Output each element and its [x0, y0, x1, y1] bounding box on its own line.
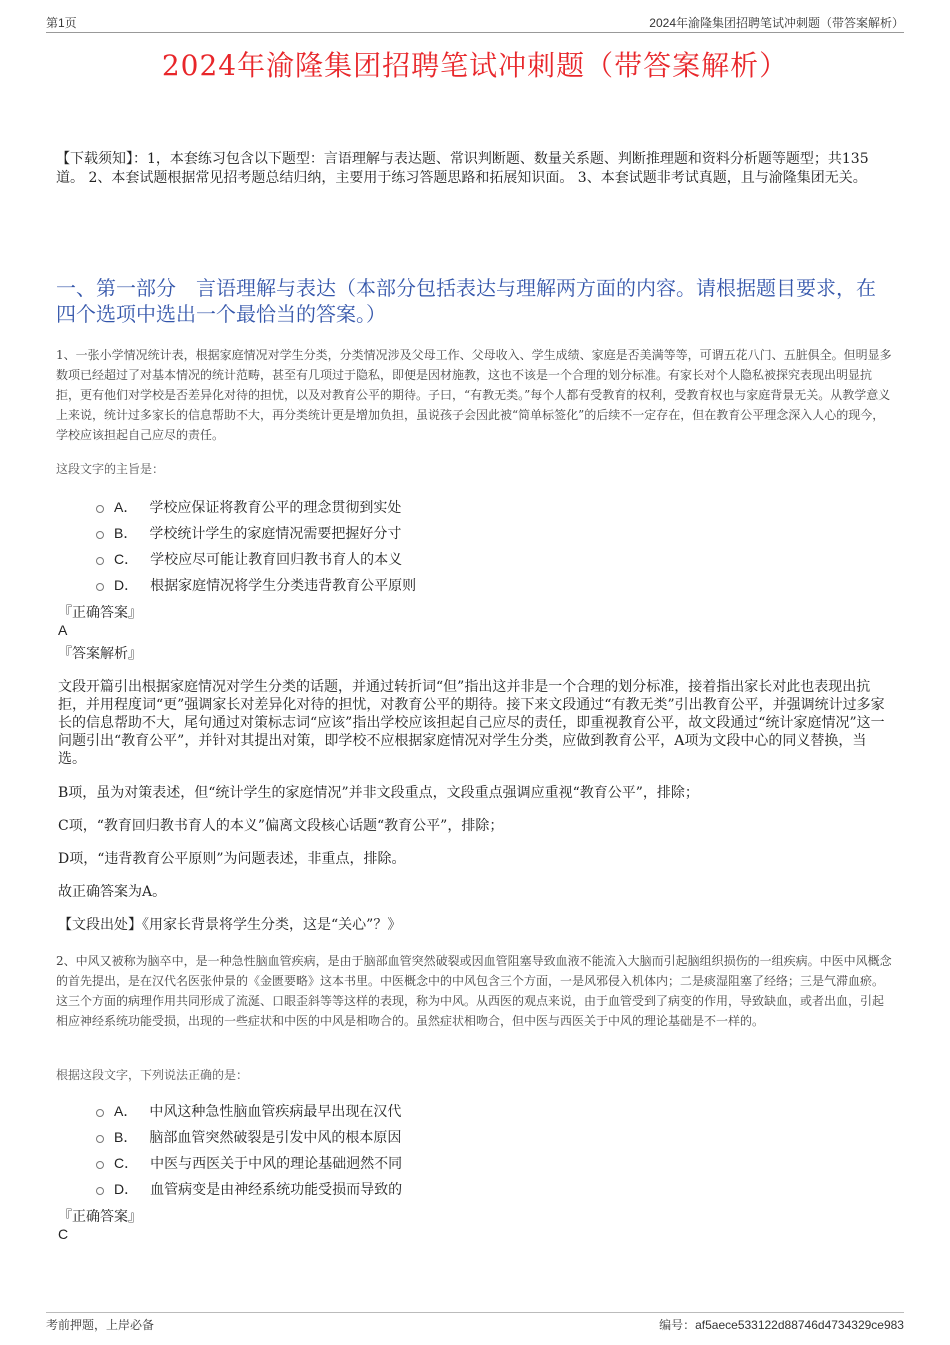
source-note: 【文段出处】《用家长背景将学生分类，这是“关心”？》 [58, 917, 402, 933]
radio-icon[interactable] [96, 505, 104, 513]
analysis-paragraph: D项，“违背教育公平原则”为问题表述，非重点，排除。 [58, 851, 406, 867]
answer-value: A [58, 622, 68, 638]
option-d[interactable]: D． 血管病变是由神经系统功能受损而导致的 [96, 1176, 402, 1202]
section-title: 一、第一部分 言语理解与表达（本部分包括表达与理解两方面的内容。请根据题目要求，在四个选项中选出一个最恰当的答案。） [56, 276, 876, 326]
question-1-options [96, 494, 416, 598]
page-header [46, 14, 904, 33]
answer-label: 『正确答案』 [58, 1209, 142, 1225]
analysis-paragraph: C项，“教育回归教书育人的本义”偏离文段核心话题“教育公平”，排除； [58, 818, 504, 834]
page-title: 2024年渝隆集团招聘笔试冲刺题（带答案解析） [161, 49, 789, 82]
analysis-paragraph: 文段开篇引出根据家庭情况对学生分类的话题，并通过转折词“但”指出这并非是一个合理的划分标准，接着指出家长对此也表现出抗拒，并用程度词“更”强调家长对差异化对待的担忧，对教育公平的期待。接下来文段通过“有教无类”引出教育公平，并强调统计过多家长的信息帮助不大，尾句通过对策标志词“应该”指出学校应该担起自己应尽的责任，即重视教育公平，故文段通过“统计家庭情况”这一问题引出“教育公平”，并针对其提出对策，即学校不应根据家庭情况对学生分类，应做到教育公平，A项为文段中心的同义替换，当选。 [58, 679, 885, 767]
option-a[interactable]: A． 学校应保证将教育公平的理念贯彻到实处 [96, 494, 416, 520]
option-b[interactable]: B． 学校统计学生的家庭情况需要把握好分寸 [96, 520, 416, 546]
question-1-text: 1、一张小学情况统计表，根据家庭情况对学生分类，分类情况涉及父母工作、父母收入、学生成绩、家庭是否美满等等，可谓五花八门、五脏俱全。但明显多数项已经超过了对基本情况的统计范畴，甚至有几项过于隐私，即便是因材施教，这也不该是一个合理的划分标准。有家长对个人隐私被探究表现出明显抗拒，更有他们对学校是否差异化对待的担忧，以及对教育公平的期待。子曰，“有教无类。”每个人都有受教育的权利，受教育权也与家庭背景无关。从教学意义上来说，统计过多家长的信息帮助不大，再分类统计更是增加负担，虽说孩子会因此被“简单标签化”的后续不一定存在，但在教育公平理念深入人心的现今，学校应该担起自己应尽的责任。 [56, 348, 892, 442]
answer-value: C [58, 1226, 69, 1242]
option-b[interactable]: B． 脑部血管突然破裂是引发中风的根本原因 [96, 1124, 402, 1150]
question-1-prompt: 这段文字的主旨是： [56, 462, 165, 476]
footer-slogan: 考前押题，上岸必备 [46, 1318, 155, 1332]
radio-icon[interactable] [96, 1135, 104, 1143]
option-d[interactable]: D． 根据家庭情况将学生分类违背教育公平原则 [96, 572, 416, 598]
radio-icon[interactable] [96, 1161, 104, 1169]
radio-icon[interactable] [96, 557, 104, 565]
analysis-paragraph: 故正确答案为A。 [58, 884, 167, 900]
answer-label: 『正确答案』 [58, 605, 142, 621]
option-c[interactable]: C． 中医与西医关于中风的理论基础迥然不同 [96, 1150, 402, 1176]
page-number: 第1页 [46, 16, 77, 30]
radio-icon[interactable] [96, 1109, 104, 1117]
option-c[interactable]: C． 学校应尽可能让教育回归教书育人的本义 [96, 546, 416, 572]
option-a[interactable]: A． 中风这种急性脑血管疾病最早出现在汉代 [96, 1098, 402, 1124]
radio-icon[interactable] [96, 531, 104, 539]
download-notice: 【下载须知】：1，本套练习包含以下题型：言语理解与表达题、常识判断题、数量关系题、判断推理题和资料分析题等题型；共135道。 2、本套试题根据常见招考题总结归纳，主要用于练习答题思路和拓展知识面。 3、本套试题非考试真题，且与渝隆集团无关。 [56, 151, 869, 186]
header-doc-title: 2024年渝隆集团招聘笔试冲刺题（带答案解析） [649, 16, 904, 30]
question-2-prompt: 根据这段文字，下列说法正确的是： [56, 1068, 249, 1082]
analysis-paragraph: B项，虽为对策表述，但“统计学生的家庭情况”并非文段重点，文段重点强调应重视“教育公平”，排除； [58, 785, 699, 801]
analysis-label: 『答案解析』 [58, 646, 142, 662]
radio-icon[interactable] [96, 583, 104, 591]
question-2-options [96, 1098, 402, 1202]
page-footer [46, 1312, 904, 1335]
question-2-text: 2、中风又被称为脑卒中，是一种急性脑血管疾病，是由于脑部血管突然破裂或因血管阻塞导致血液不能流入大脑而引起脑组织损伤的一组疾病。中医中风概念的首先提出，是在汉代名医张仲景的《金匮要略》这本书里。中医概念中的中风包含三个方面，一是风邪侵入机体内；二是痰湿阻塞了经络；三是气滞血瘀。这三个方面的病理作用共同形成了流涎、口眼歪斜等等这样的表现，称为中风。从西医的观点来说，由于血管受到了病变的作用，导致缺血，或者出血，引起相应神经系统功能受损，出现的一些症状和中医的中风是相吻合的。虽然症状相吻合，但中医与西医关于中风的理论基础是不一样的。 [56, 954, 892, 1028]
footer-doc-id: 编号：af5aece533122d88746d4734329ce983 [659, 1318, 904, 1332]
radio-icon[interactable] [96, 1187, 104, 1195]
